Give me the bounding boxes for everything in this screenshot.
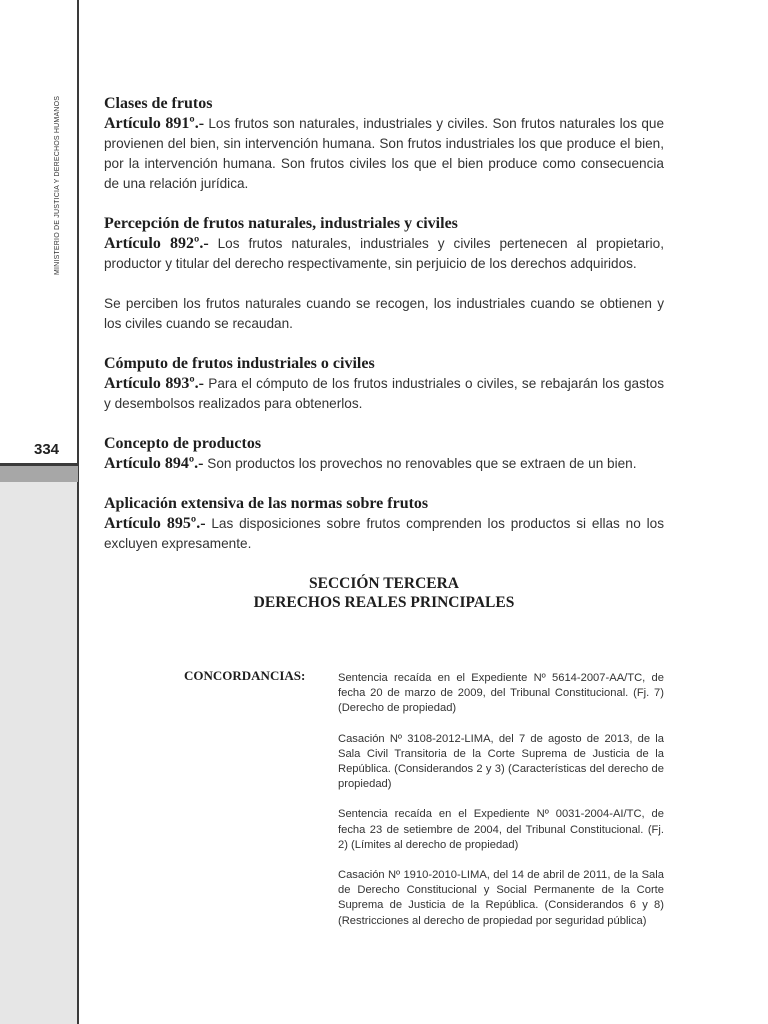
article-paragraph — [104, 374, 664, 414]
concordancias-label: CONCORDANCIAS: — [184, 668, 306, 683]
section-title — [104, 574, 664, 612]
concordancia-item: Sentencia recaída en el Expediente Nº 5614-2007-AA/TC, de fecha 20 de marzo de 2009, del Tribunal Constitucional. (Fj. 7) (Derecho de propiedad) — [338, 672, 664, 715]
article-label: Artículo 892º.- — [104, 235, 209, 252]
article-text: Los frutos naturales, industriales y civiles pertenecen al propietario, productor y titular del derecho respectivamente, sin perjuicio de los derechos adquiridos. — [104, 236, 664, 271]
article-891 — [104, 94, 664, 194]
concordancia-item: Sentencia recaída en el Expediente Nº 0031-2004-AI/TC, de fecha 23 de setiembre de 2004, del Tribunal Constitucional. (Fj. 2) (Límites al derecho de propiedad) — [338, 808, 664, 851]
page-content — [104, 94, 664, 612]
article-label: Artículo 891º.- — [104, 115, 205, 132]
article-893 — [104, 354, 664, 414]
article-text: Los frutos son naturales, industriales y civiles. Son frutos naturales los que provienen del bien, sin intervención humana. Son frutos industriales los que produce el bien, por la intervención humana. Son frutos civiles los que el bien produce como consecuencia de una relación jurídica. — [104, 116, 664, 191]
article-heading: Concepto de productos — [104, 435, 262, 452]
article-heading: Cómputo de frutos industriales o civiles — [104, 355, 375, 372]
article-894 — [104, 434, 664, 474]
margin-divider — [77, 0, 79, 1024]
article-label: Artículo 894º.- — [104, 455, 204, 472]
article-895 — [104, 494, 664, 554]
article-heading: Clases de frutos — [104, 95, 213, 112]
article-label: Artículo 895º.- — [104, 515, 206, 532]
page-number-band — [0, 466, 78, 482]
running-head: MINISTERIO DE JUSTICIA Y DERECHOS HUMANOS — [54, 96, 61, 276]
article-text: Las disposiciones sobre frutos comprenden los productos si ellas no los excluyen expresamente. — [104, 516, 664, 551]
concordancias-list — [338, 671, 664, 944]
article-paragraph — [104, 514, 664, 554]
article-paragraph: Se perciben los frutos naturales cuando se recogen, los industriales cuando se obtienen y los civiles cuando se recaudan. — [104, 296, 664, 331]
section-title-line1: SECCIÓN TERCERA — [308, 575, 459, 592]
margin-gray-band — [0, 480, 78, 1024]
article-paragraph — [104, 234, 664, 274]
concordancia-item: Casación Nº 3108-2012-LIMA, del 7 de agosto de 2013, de la Sala Civil Transitoria de la Corte Suprema de Justicia de la República. (Considerandos 2 y 3) (Características del derecho de propiedad) — [338, 732, 664, 791]
article-text: Son productos los provechos no renovables que se extraen de un bien. — [203, 456, 637, 471]
article-paragraph — [104, 454, 664, 474]
page-number: 334 — [34, 441, 60, 458]
concordancia-item: Casación Nº 1910-2010-LIMA, del 14 de abril de 2011, de la Sala de Derecho Constitucional y Social Permanente de la Corte Suprema de Justicia de la República. (Considerandos 6 y 8) (Restricciones al derecho de propiedad por seguridad pública) — [338, 869, 664, 927]
article-text: Para el cómputo de los frutos industriales o civiles, se rebajarán los gastos y desembolsos realizados para obtenerlos. — [104, 376, 664, 411]
article-heading: Percepción de frutos naturales, industriales y civiles — [104, 215, 458, 232]
article-heading: Aplicación extensiva de las normas sobre frutos — [104, 495, 429, 512]
article-label: Artículo 893º.- — [104, 375, 204, 392]
article-892 — [104, 214, 664, 334]
article-paragraph — [104, 114, 664, 194]
section-title-line2: DERECHOS REALES PRINCIPALES — [253, 594, 515, 611]
